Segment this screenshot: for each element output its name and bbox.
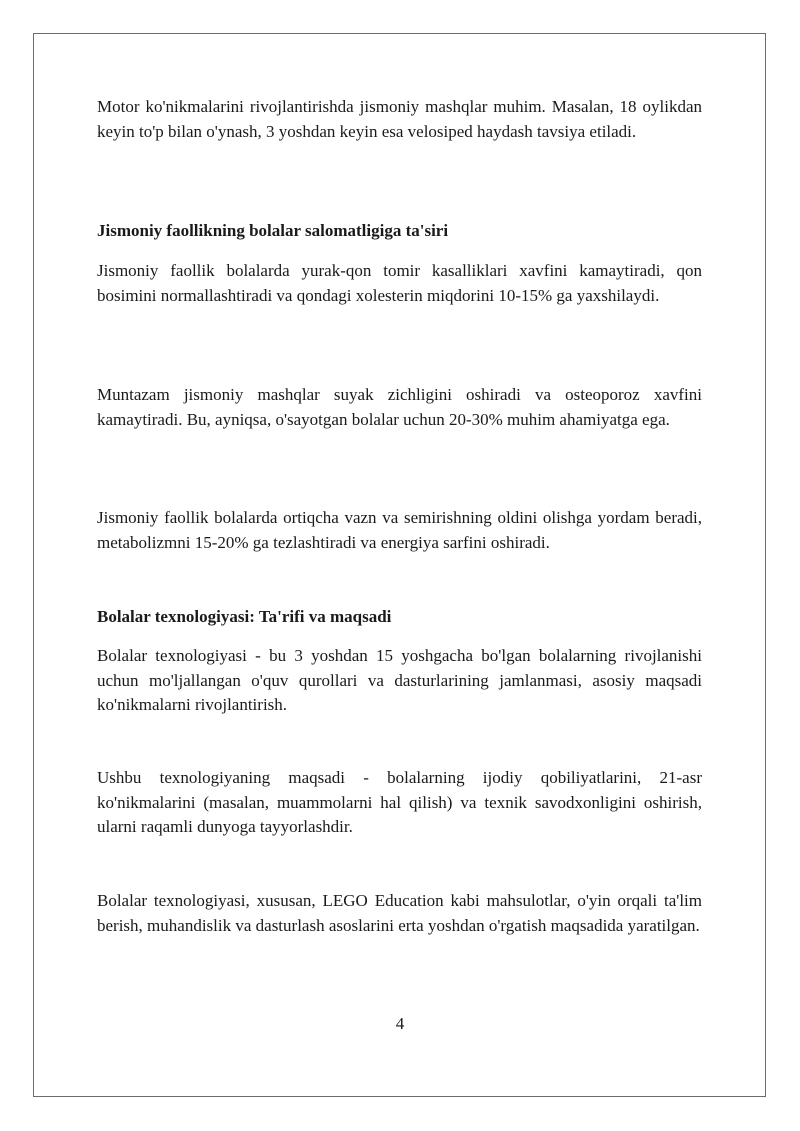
paragraph-cardiovascular: Jismoniy faollik bolalarda yurak-qon tomir kasalliklari xavfini kamaytiradi, qon bosimini normallashtiradi va qondagi xolesterin miqdorini 10-15% ga yaxshilaydi. [97, 261, 702, 305]
paragraph-kids-tech-purpose: Ushbu texnologiyaning maqsadi - bolalarning ijodiy qobiliyatlarini, 21-asr ko'nikmalarini (masalan, muammolarni hal qilish) va texnik savodxonligini oshirish, ularni raqamli dunyoga tayyorlashdir. [97, 768, 702, 836]
paragraph-lego-education: Bolalar texnologiyasi, xususan, LEGO Education kabi mahsulotlar, o'yin orqali ta'lim berish, muhandislik va dasturlash asoslarini erta yoshdan o'rgatish maqsadida yaratilgan. [97, 891, 702, 935]
paragraph-bone-density: Muntazam jismoniy mashqlar suyak zichligini oshiradi va osteoporoz xavfini kamaytiradi. Bu, ayniqsa, o'sayotgan bolalar uchun 20-30% muhim ahamiyatga ega. [97, 385, 702, 429]
paragraph-weight: Jismoniy faollik bolalarda ortiqcha vazn va semirishning oldini olishga yordam beradi, metabolizmni 15-20% ga tezlashtiradi va energiya sarfini oshiradi. [97, 508, 702, 552]
section-heading-kids-technology: Bolalar texnologiyasi: Ta'rifi va maqsadi [97, 607, 392, 626]
paragraph-kids-tech-definition: Bolalar texnologiyasi - bu 3 yoshdan 15 yoshgacha bo'lgan bolalarning rivojlanishi uchun mo'ljallangan o'quv qurollari va dasturlarining jamlanmasi, asosiy maqsadi ko'nikmalarni rivojlantirish. [97, 646, 702, 714]
paragraph-motor-skills: Motor ko'nikmalarini rivojlantirishda jismoniy mashqlar muhim. Masalan, 18 oylikdan keyin to'p bilan o'ynash, 3 yoshdan keyin esa velosiped haydash tavsiya etiladi. [97, 97, 702, 141]
section-heading-physical-activity: Jismoniy faollikning bolalar salomatligiga ta'siri [97, 221, 449, 240]
page-number: 4 [395, 1014, 405, 1033]
